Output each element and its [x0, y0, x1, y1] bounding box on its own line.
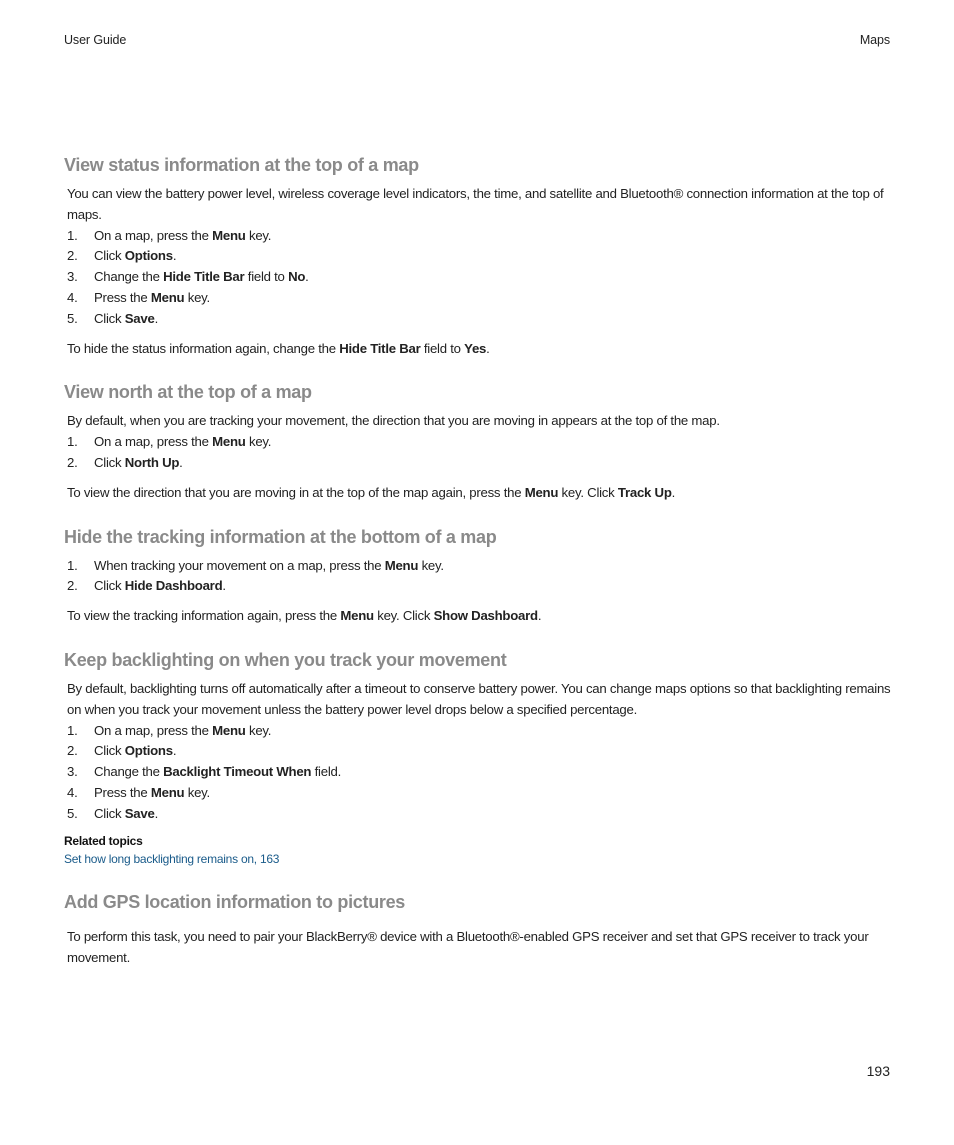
step-text: . [305, 269, 309, 285]
step-text: Press the [94, 289, 151, 305]
step-number: 1. [67, 722, 78, 738]
step-text: Click [94, 578, 125, 594]
section-heading: View north at the top of a map [64, 382, 312, 403]
step-text: Press the [94, 784, 151, 800]
step-number: 1. [67, 434, 78, 450]
note-text: key. Click [558, 484, 618, 500]
step-text: Change the [94, 764, 164, 780]
steps-list [64, 721, 892, 825]
step-item [67, 741, 892, 762]
step-keyword: Menu [212, 227, 246, 243]
section-note [67, 606, 892, 627]
section-heading: View status information at the top of a map [64, 155, 419, 175]
section-add-gps-location [64, 889, 892, 969]
note-text: . [486, 340, 490, 356]
step-item [67, 432, 892, 453]
section-note [67, 339, 892, 360]
note-text: . [671, 484, 676, 500]
note-text: . [537, 608, 542, 624]
related-topic-link[interactable]: Set how long backlighting remains on, 163 [64, 851, 280, 866]
step-keyword: Hide Dashboard [124, 578, 223, 594]
step-text: key. [418, 557, 444, 573]
step-keyword: No [288, 269, 306, 285]
note-keyword: Menu [340, 608, 374, 624]
step-keyword: Hide Title Bar [163, 269, 245, 285]
step-item [67, 721, 892, 742]
related-topics-title: Related topics [64, 833, 143, 848]
running-header-right: Maps [859, 33, 890, 47]
step-keyword: Save [124, 310, 155, 326]
section-heading: Add GPS location information to pictures [64, 892, 406, 913]
step-number: 2. [67, 743, 78, 759]
step-item [67, 246, 892, 267]
note-text: To view the direction that you are moving in at the top of the map again, press the [67, 484, 525, 500]
step-keyword: Options [124, 743, 173, 759]
step-number: 1. [67, 557, 78, 573]
step-text: key. [184, 784, 210, 800]
step-number: 4. [67, 784, 78, 800]
steps-list [64, 432, 892, 474]
step-item [67, 762, 892, 783]
step-text: key. [184, 289, 210, 305]
step-keyword: Menu [150, 289, 185, 305]
step-text: Click [94, 743, 125, 759]
step-number: 2. [67, 248, 78, 264]
step-keyword: Menu [150, 784, 185, 800]
step-text: . [222, 578, 226, 594]
note-keyword: Show Dashboard [433, 608, 538, 624]
note-text: To hide the status information again, change the [67, 340, 340, 356]
step-text: Click [94, 248, 125, 264]
step-keyword: Menu [384, 557, 419, 573]
step-item [67, 556, 892, 577]
step-text: On a map, press the [94, 434, 213, 450]
step-item [67, 804, 892, 825]
step-item [67, 309, 892, 330]
note-keyword: Track Up [617, 484, 672, 500]
step-text: Click [94, 454, 125, 470]
step-text: . [172, 248, 177, 264]
section-intro: You can view the battery power level, wireless coverage level indicators, the time, and satellite and Bluetooth® connection information at the top of maps. [67, 186, 884, 222]
note-text: To view the tracking information again, press the [67, 608, 341, 624]
note-keyword: Menu [524, 484, 559, 500]
section-intro: By default, when you are tracking your movement, the direction that you are moving in appears at the top of the map. [67, 413, 720, 429]
step-text: field to [244, 269, 289, 285]
note-keyword: Hide Title Bar [339, 340, 421, 356]
section-hide-tracking-info [64, 524, 892, 627]
step-item [67, 453, 892, 474]
step-text: Change the [94, 269, 164, 285]
step-text: key. [245, 434, 272, 450]
section-view-status-info [64, 152, 892, 359]
step-number: 2. [67, 454, 78, 470]
page-content [64, 152, 892, 989]
steps-list [64, 556, 892, 598]
step-text: . [154, 805, 158, 821]
section-heading: Hide the tracking information at the bottom of a map [64, 526, 497, 547]
running-header-left: User Guide [64, 33, 127, 47]
step-text: key. [245, 227, 272, 243]
step-number: 1. [67, 227, 78, 243]
step-keyword: Backlight Timeout When [163, 764, 312, 780]
section-intro: To perform this task, you need to pair your BlackBerry® device with a Bluetooth®-enabled GPS receiver and set that GPS receiver to track your movement. [67, 929, 869, 966]
note-keyword: Yes [464, 340, 487, 356]
step-item [67, 226, 892, 247]
step-keyword: Menu [212, 434, 246, 450]
section-keep-backlighting-on [64, 647, 892, 869]
related-topics [64, 833, 892, 870]
step-keyword: Options [124, 248, 173, 264]
steps-list [64, 226, 892, 330]
step-text: Click [94, 310, 125, 326]
step-number: 2. [67, 578, 78, 594]
step-keyword: Menu [212, 722, 246, 738]
section-heading: Keep backlighting on when you track your movement [64, 649, 507, 670]
step-item [67, 783, 892, 804]
step-item [67, 576, 892, 597]
step-text: . [179, 454, 183, 470]
step-keyword: Save [124, 805, 155, 821]
step-text: field. [311, 764, 342, 780]
step-text: key. [245, 722, 272, 738]
step-item [67, 288, 892, 309]
section-intro: By default, backlighting turns off automatically after a timeout to conserve battery power. You can change maps options so that backlighting remains on when you track your movement unless the battery power level drops below a specified percentage. [67, 680, 891, 717]
note-text: key. Click [373, 608, 434, 624]
step-keyword: North Up [124, 454, 180, 470]
step-text: When tracking your movement on a map, press the [94, 557, 385, 573]
step-number: 3. [67, 764, 78, 780]
section-note [67, 483, 892, 504]
page-number: 193 [866, 1063, 890, 1079]
step-text: . [154, 310, 158, 326]
step-item [67, 267, 892, 288]
step-text: On a map, press the [94, 227, 213, 243]
step-number: 5. [67, 805, 78, 821]
step-text: Click [94, 805, 125, 821]
step-number: 5. [67, 310, 78, 326]
step-number: 4. [67, 289, 78, 305]
step-number: 3. [67, 269, 78, 285]
note-text: field to [420, 340, 465, 356]
step-text: On a map, press the [94, 722, 213, 738]
section-view-north [64, 379, 892, 503]
step-text: . [172, 743, 177, 759]
